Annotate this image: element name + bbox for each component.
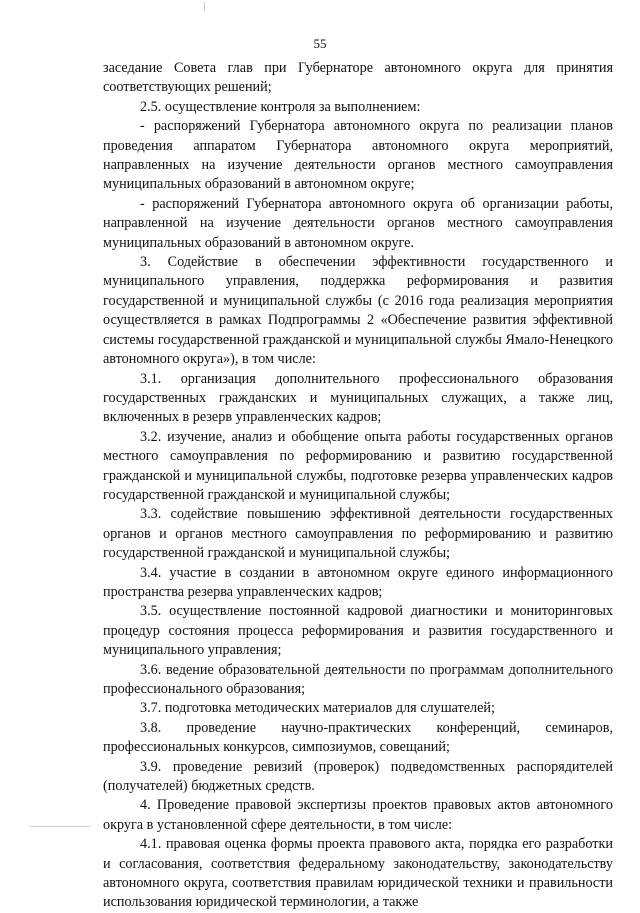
paragraph: 3.8. проведение научно-практических конференций, семинаров, профессиональных конкурсов, симпозиумов, совещаний; [103,719,613,756]
paragraph: - распоряжений Губернатора автономного округа об организации работы, направленной на изучение деятельности органов местного самоуправления муниципальных образований в автономном округе. [103,195,613,251]
paragraph: 4. Проведение правовой экспертизы проектов правовых актов автономного округа в установленной сфере деятельности, в том числе: [103,797,613,833]
page-number: 55 [313,36,327,51]
paragraph: 3.5. осуществление постоянной кадровой диагностики и мониторинговых процедур состояния процесса реформирования и развития государственного и муниципального управления; [103,603,613,659]
scan-artifact-top [204,2,205,11]
paragraph: 3.2. изучение, анализ и обобщение опыта работы государственных органов местного самоуправления по реформированию и развитию государственной гражданской и муниципальной службы, подготовке резерва управленческих кадров государственной гражданской и муниципальной службы; [103,428,613,503]
document-body [103,59,613,913]
paragraph: 3.3. содействие повышению эффективной деятельности государственных органов и органов местного самоуправления по реформированию и развитию государственной гражданской и муниципальной службы; [103,506,613,562]
paragraph: 2.5. осуществление контроля за выполнением: [140,98,421,115]
paragraph: 3.9. проведение ревизий (проверок) подведомственных распорядителей (получателей) бюджетных средств. [103,758,613,795]
paragraph: 4.1. правовая оценка формы проекта правового акта, порядка его разработки и согласования, соответствия федеральному законодательству, законодательству автономного округа, соответствия правилам юридической техники и правильности использования юридической терминологии, а также [103,836,613,911]
paragraph: заседание Совета глав при Губернаторе автономного округа для принятия соответствующих решений; [103,60,613,96]
paragraph: - распоряжений Губернатора автономного округа по реализации планов проведения аппаратом Губернатора автономного округа мероприятий, направленных на изучение деятельности органов местного самоуправления муниципальных образований в автономном округе; [103,118,613,193]
scan-artifact-left [30,826,90,827]
paragraph: 3. Содействие в обеспечении эффективности государственного и муниципального управления, поддержка реформирования и развития государственной и муниципальной службы (с 2016 года реализация мероприятия осуществляется в рамках Подпрограммы 2 «Обеспечение развития эффективной системы государственной гражданской и муниципальной службы Ямало-Ненецкого автономного округа»), в том числе: [103,254,613,368]
paragraph: 3.7. подготовка методических материалов для слушателей; [140,700,495,717]
paragraph: 3.6. ведение образовательной деятельности по программам дополнительного профессионального образования; [103,661,613,697]
paragraph: 3.1. организация дополнительного профессионального образования государственных гражданских и муниципальных служащих, а также лиц, включенных в резерв управленческих кадров; [103,370,613,426]
paragraph: 3.4. участие в создании в автономном округе единого информационного пространства резерва управленческих кадров; [103,564,613,600]
